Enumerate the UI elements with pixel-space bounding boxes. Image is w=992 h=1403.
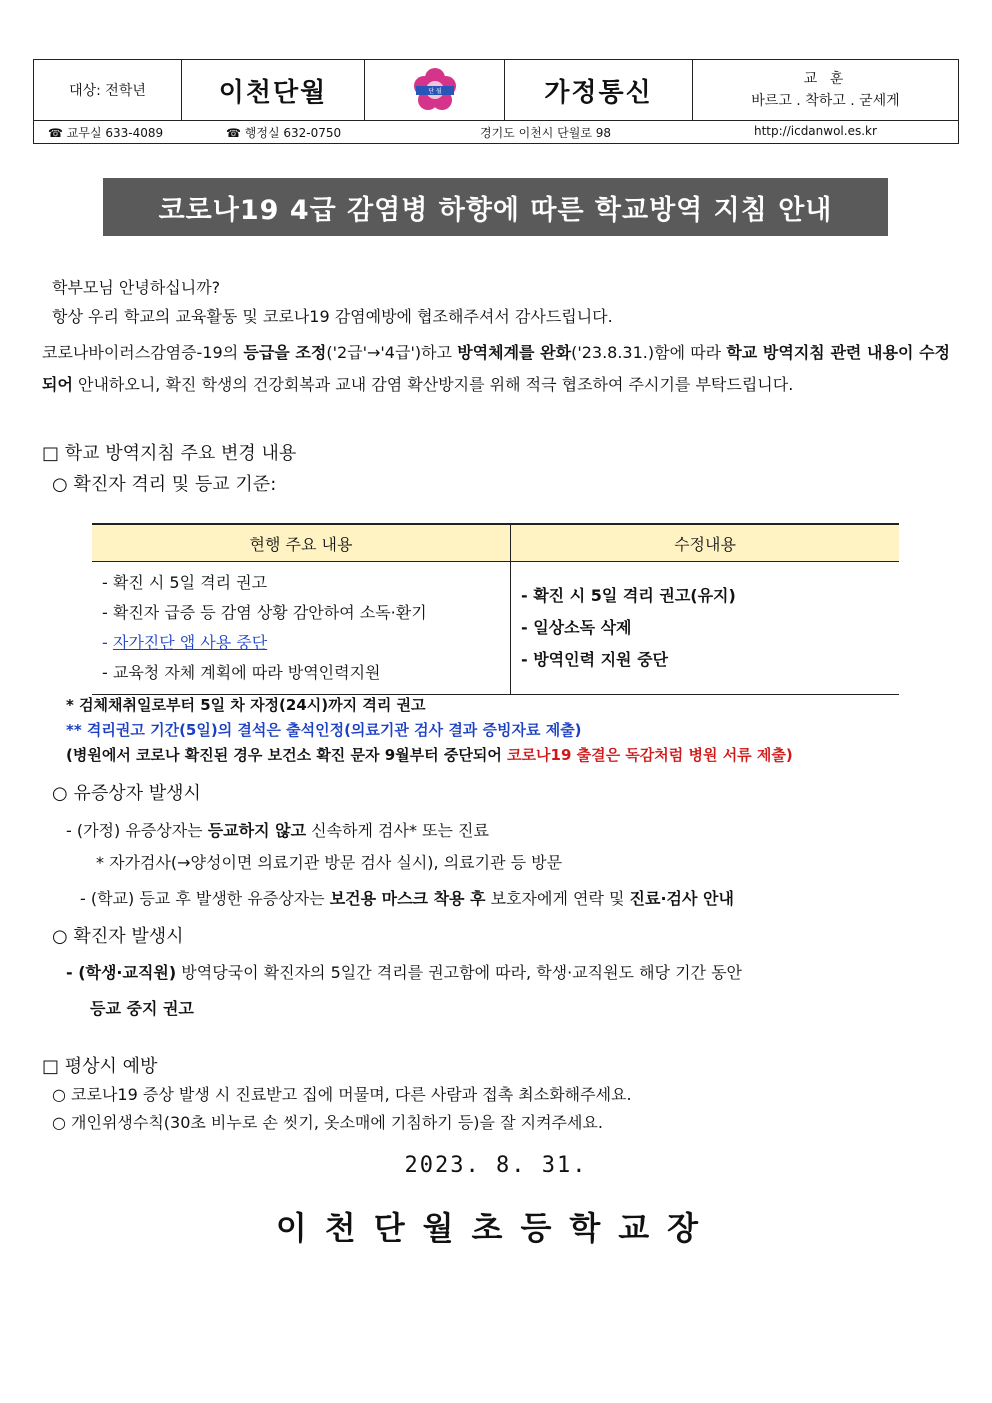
subheading-isolation: ○ 확진자 격리 및 등교 기준:: [52, 474, 277, 495]
prevention-item: ○ 개인위생수칙(30초 비누로 손 씻기, 옷소매에 기침하기 등)을 잘 지켜주세요.: [52, 1113, 603, 1132]
table-header-current: 현행 주요 내용: [92, 524, 511, 562]
svg-text:단 월: 단 월: [427, 88, 442, 95]
home-note: * 자가검사(→양성이면 의료기관 방문 검사 실시), 의료기관 등 방문: [96, 853, 563, 872]
revised-item: - 확진 시 5일 격리 권고(유지): [521, 586, 736, 605]
revised-item: - 방역인력 지원 중단: [521, 650, 668, 669]
issue-date: 2023. 8. 31.: [404, 1153, 588, 1178]
school-motto: [693, 60, 958, 120]
confirmed-guideline: - (학생·교직원) 방역당국이 확진자의 5일간 격리를 권고함에 따라, 학생·교직원도 해당 기간 동안: [66, 963, 743, 982]
current-item: - 확진 시 5일 격리 권고: [102, 573, 268, 592]
current-item: - 자가진단 앱 사용 중단: [102, 633, 268, 652]
section-heading-changes: □ 학교 방역지침 주요 변경 내용: [42, 443, 297, 464]
page-title: 코로나19 4급 감염병 하향에 따른 학교방역 지침 안내: [103, 178, 888, 236]
letterhead: [33, 59, 959, 144]
prevention-item: ○ 코로나19 증상 발생 시 진료받고 집에 머물며, 다른 사람과 접촉 최소화해주세요.: [52, 1085, 632, 1104]
current-content-cell: [92, 562, 511, 695]
confirmed-guideline-cont: 등교 중지 권고: [90, 999, 194, 1018]
home-guideline: - (가정) 유증상자는 등교하지 않고 신속하게 검사* 또는 진료: [66, 821, 489, 840]
admin-phone: ☎ 행정실 632-0750: [226, 126, 342, 140]
motto-text: 바르고 . 착하고 . 굳세게: [751, 93, 900, 109]
greeting-line-2: 항상 우리 학교의 교육활동 및 코로나19 감염예방에 협조해주셔서 감사드립니다.: [52, 307, 613, 326]
section-heading-prevention: □ 평상시 예방: [42, 1056, 158, 1077]
revised-content-cell: [511, 562, 900, 695]
office-phone: ☎ 교무실 633-4089: [48, 126, 164, 140]
target-audience: 대상: 전학년: [34, 60, 182, 120]
school-address: 경기도 이천시 단월로 98: [480, 126, 612, 140]
comparison-table: [92, 523, 899, 695]
school-emblem-icon: [412, 67, 458, 113]
note-isolation: * 검체채취일로부터 5일 차 자정(24시)까지 격리 권고: [66, 696, 426, 714]
note-hospital: (병원에서 코로나 확진된 경우 보건소 확진 문자 9월부터 중단되어 코로나19 출결은 독감처럼 병원 서류 제출): [66, 746, 793, 764]
current-item: - 확진자 급증 등 감염 상황 감안하여 소독·환기: [102, 603, 427, 622]
newspaper-name: 이천단월: [182, 60, 365, 120]
school-emblem: [365, 60, 505, 120]
greeting-line-1: 학부모님 안녕하십니까?: [52, 278, 221, 297]
contact-row: [34, 120, 958, 144]
subheading-symptomatic: ○ 유증상자 발생시: [52, 783, 201, 804]
principal-signature: 이천단월초등학교장: [275, 1209, 717, 1247]
revised-item: - 일상소독 삭제: [521, 618, 632, 637]
school-website[interactable]: http://icdanwol.es.kr: [754, 124, 877, 138]
current-item: - 교육청 자체 계획에 따라 방역인력지원: [102, 663, 381, 682]
note-attendance: ** 격리권고 기간(5일)의 결석은 출석인정(의료기관 검사 결과 증빙자료 제출): [66, 721, 582, 739]
school-guideline: - (학교) 등교 후 발생한 유증상자는 보건용 마스크 착용 후 보호자에게 연락 및 진료·검사 안내: [80, 889, 734, 908]
letter-type: 가정통신: [505, 60, 693, 120]
motto-title: 교 훈: [803, 71, 848, 87]
intro-paragraph: 코로나바이러스감염증-19의 등급을 조정('2급'→'4급')하고 방역체계를 완화('23.8.31.)함에 따라 학교 방역지침 관련 내용이 수정되어 안내하오니, 확진 학생의 건강회복과 교내 감염 확산방지를 위해 적극 협조하여 주시기를 부탁드립니다.: [42, 343, 950, 394]
table-header-revised: 수정내용: [511, 524, 900, 562]
subheading-confirmed: ○ 확진자 발생시: [52, 926, 184, 947]
